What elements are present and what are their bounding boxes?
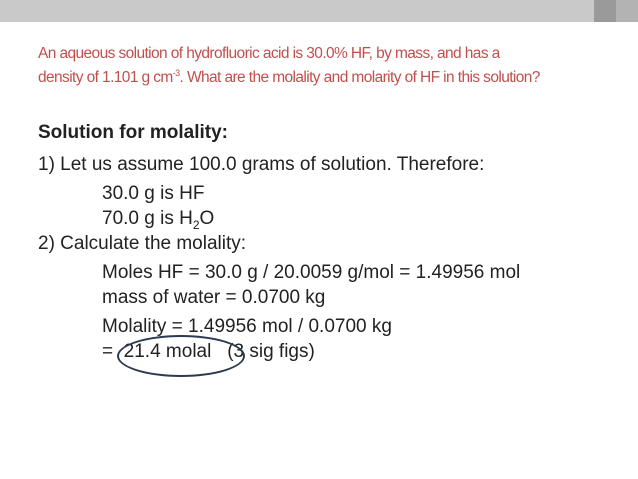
title-question: . What are the molality and molarity of HF in this solution? (179, 69, 540, 86)
water-mass-o: O (199, 208, 215, 229)
top-bar-block (594, 0, 616, 22)
title-line-2 (38, 66, 608, 90)
title-density: density of 1.101 g cm (38, 69, 173, 86)
molality-line: Molality = 1.49956 mol / 0.0700 kg (102, 316, 392, 337)
result-value: 21.4 molal (123, 341, 212, 362)
water-subscript: 2 (192, 218, 200, 232)
top-decoration-bar (0, 0, 638, 22)
result-circle-annotation (117, 335, 245, 377)
result-line (38, 339, 618, 364)
step-1: 1) Let us assume 100.0 grams of solution. Therefore: (38, 154, 485, 175)
hf-mass-line: 30.0 g is HF (102, 183, 205, 204)
section-heading: Solution for molality: (38, 122, 228, 143)
title-exponent: -3 (172, 67, 180, 78)
water-mass-text: 70.0 g is H (102, 208, 193, 229)
result-note: (3 sig figs) (227, 341, 315, 362)
slide-body (38, 120, 618, 364)
top-bar-block (616, 0, 638, 22)
slide-title (38, 42, 608, 90)
water-mass-line (38, 206, 618, 231)
step-2: 2) Calculate the molality: (38, 233, 247, 254)
mass-water-line: mass of water = 0.0700 kg (102, 287, 326, 308)
moles-line: Moles HF = 30.0 g / 20.0059 g/mol = 1.49956 mol (102, 262, 521, 283)
title-line-1: An aqueous solution of hydrofluoric acid is 30.0% HF, by mass, and has a (38, 45, 500, 62)
result-equals: = (102, 341, 114, 362)
